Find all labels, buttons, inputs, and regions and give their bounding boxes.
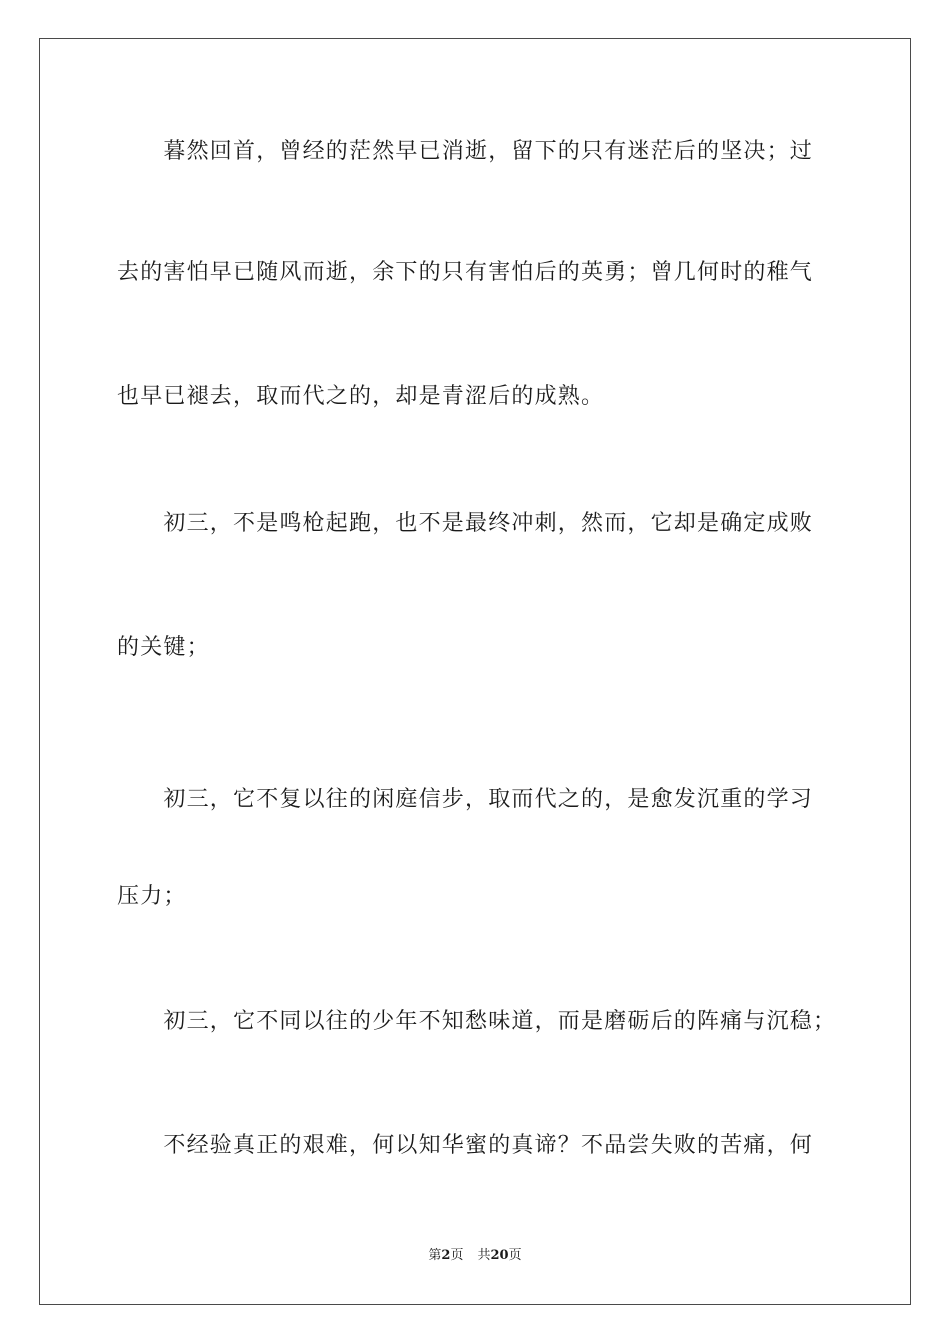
body-line-2: 去的害怕早已随风而逝，余下的只有害怕后的英勇；曾几何时的稚气 bbox=[117, 260, 814, 285]
body-line-3: 也早已褪去，取而代之的，却是青涩后的成熟。 bbox=[117, 384, 605, 409]
body-line-4: 初三，不是鸣枪起跑，也不是最终冲刺，然而，它却是确定成败 bbox=[117, 511, 814, 536]
footer-total-suffix: 页 bbox=[508, 1248, 522, 1263]
body-line-9: 不经验真正的艰难，何以知华蜜的真谛？不品尝失败的苦痛，何 bbox=[117, 1133, 814, 1158]
body-line-7: 压力； bbox=[117, 884, 187, 909]
footer-page-suffix: 页 bbox=[450, 1248, 464, 1263]
footer-total-prefix: 共 bbox=[477, 1248, 491, 1263]
body-line-6: 初三，它不复以往的闲庭信步，取而代之的，是愈发沉重的学习 bbox=[117, 787, 814, 812]
footer-page-prefix: 第 bbox=[428, 1248, 442, 1263]
body-line-5: 的关键； bbox=[117, 635, 210, 660]
body-line-8: 初三，它不同以往的少年不知愁味道，而是磨砺后的阵痛与沉稳； bbox=[117, 1009, 837, 1034]
page-border bbox=[39, 38, 911, 1305]
body-line-1: 暮然回首，曾经的茫然早已消逝，留下的只有迷茫后的坚决；过 bbox=[117, 139, 814, 164]
footer-total-number: 20 bbox=[490, 1248, 509, 1263]
footer-page-number: 2 bbox=[441, 1248, 451, 1263]
page-footer bbox=[0, 1246, 950, 1266]
